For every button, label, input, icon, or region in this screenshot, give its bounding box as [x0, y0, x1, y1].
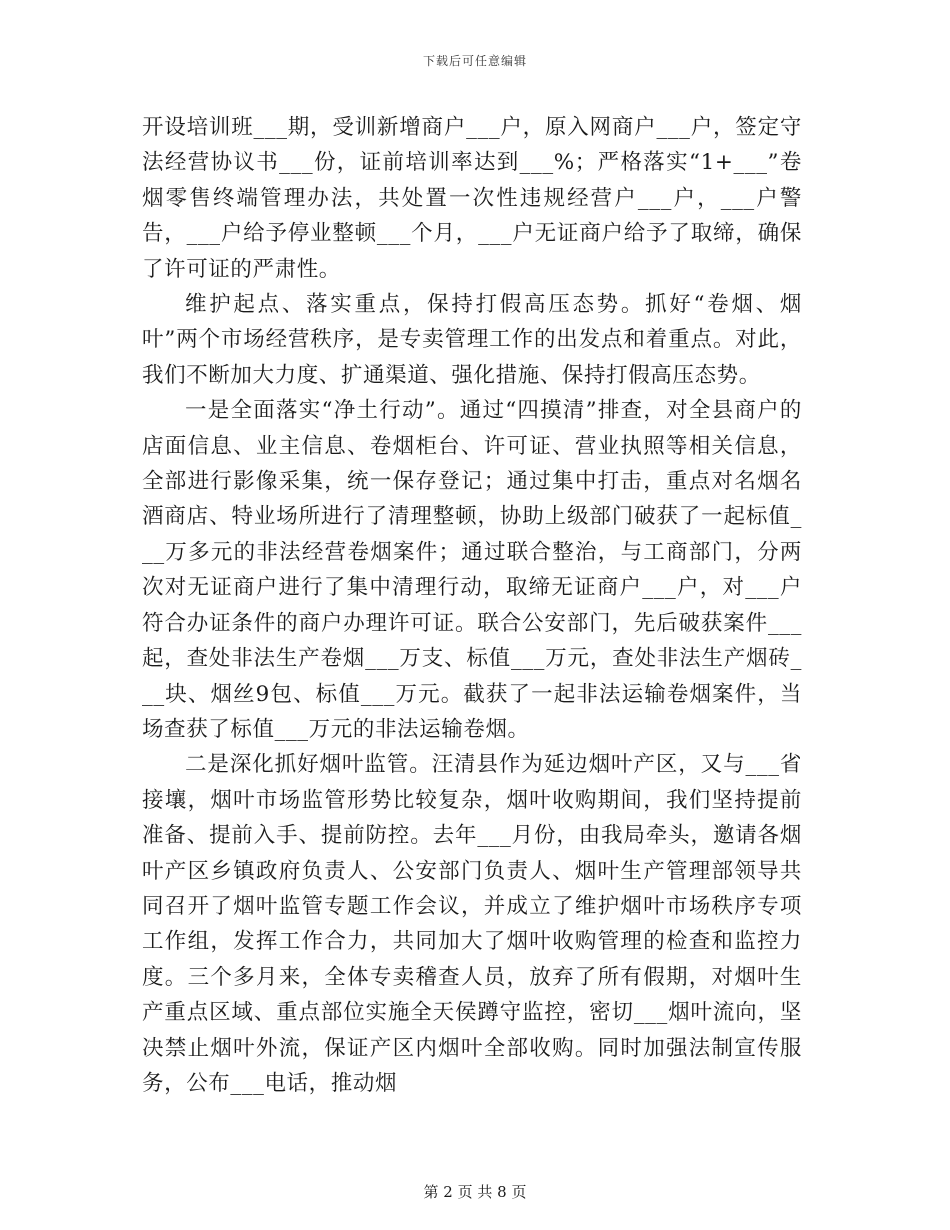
page-number: 第 2 页 共 8 页 — [423, 1183, 527, 1201]
paragraph-continued: 开设培训班___期，受训新增商户___户，原入网商户___户，签定守法经营协议书___份，证前培训率达到___%；严格落实“1+___”卷烟零售终端管理办法，共处置一次性违规经营户___户，___户警告，___户给予停业整顿___个月，___户无证商户给予了取缔，确保了许可证的严肃性。 — [142, 115, 802, 282]
paragraph: 一是全面落实“净土行动”。通过“四摸清”排查，对全县商户的店面信息、业主信息、卷烟柜台、许可证、营业执照等相关信息，全部进行影像采集，统一保存登记；通过集中打击，重点对名烟名酒商店、特业场所进行了清理整顿，协助上级部门破获了一起标值___万多元的非法经营卷烟案件；通过联合整治，与工商部门，分两次对无证商户进行了集中清理行动，取缔无证商户___户，对___户符合办证条件的商户办理许可证。联合公安部门，先后破获案件___起，查处非法生产卷烟___万支、标值___万元，查处非法生产烟砖___块、烟丝9包、标值___万元。截获了一起非法运输卷烟案件，当场查获了标值___万元的非法运输卷烟。 — [142, 398, 802, 742]
paragraph: 维护起点、落实重点，保持打假高压态势。抓好“卷烟、烟叶”两个市场经营秩序，是专卖管理工作的出发点和着重点。对此，我们不断加大力度、扩通渠道、强化措施、保持打假高压态势。 — [142, 292, 802, 388]
document-body — [142, 110, 802, 1101]
paragraph: 二是深化抓好烟叶监管。汪清县作为延边烟叶产区，又与___省接壤，烟叶市场监管形势比较复杂，烟叶收购期间，我们坚持提前准备、提前入手、提前防控。去年___月份，由我局牵头，邀请各烟叶产区乡镇政府负责人、公安部门负责人、烟叶生产管理部领导共同召开了烟叶监管专题工作会议，并成立了维护烟叶市场秩序专项工作组，发挥工作合力，共同加大了烟叶收购管理的检查和监控力度。三个多月来，全体专卖稽查人员，放弃了所有假期，对烟叶生产重点区域、重点部位实施全天侯蹲守监控，密切___烟叶流向，坚决禁止烟叶外流，保证产区内烟叶全部收购。同时加强法制宣传服务，公布___电话，推动烟 — [142, 752, 802, 1096]
page-header: 下载后可任意编辑 — [422, 54, 527, 68]
